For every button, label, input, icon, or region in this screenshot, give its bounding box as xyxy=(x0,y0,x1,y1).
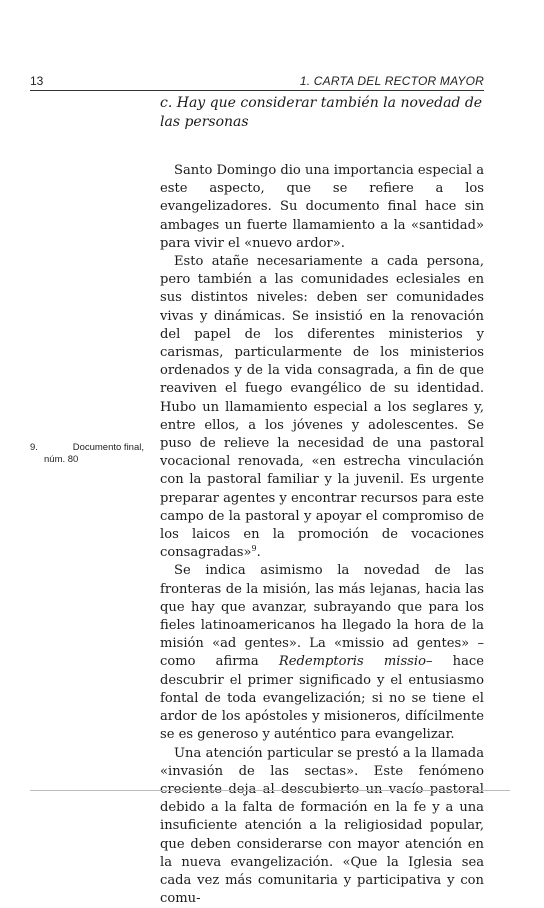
paragraph-2-text: Esto atañe necesariamente a cada persona, pero también a las comunidades eclesiales en sus distintos niveles: deben ser comunidades vivas y dinámicas. Se insistió en la renovación del papel de los diferentes ministerios y carismas, particularmente de los ministerios ordenados y de la vida consagrada, a fin de que reaviven el fuego evangélico de su identidad. Hubo un llamamiento especial a los seglares y, entre ellos, a los jóvenes y adolescentes. Se puso de relieve la necesidad de una pastoral vocacional renovada, «en estrecha vinculación con la pastoral familiar y la juvenil. Es urgente preparar agentes y encontrar recursos para este campo de la pastoral y apoyar el compromiso de los laicos en la promoción de vocaciones consagradas» xyxy=(160,254,484,560)
paragraph-3 xyxy=(160,562,484,744)
paragraph-3-italic: Redemptoris missio xyxy=(279,654,426,669)
page-header xyxy=(30,72,484,92)
margin-footnote xyxy=(30,442,144,466)
bottom-rule xyxy=(30,790,510,791)
footnote-line-1 xyxy=(30,442,144,454)
footnote-reference[interactable]: 9 xyxy=(252,544,257,553)
section-heading: c. Hay que considerar también la novedad de las personas xyxy=(160,94,484,132)
footnote-number: 9. xyxy=(30,442,38,454)
running-title: 1. CARTA DEL RECTOR MAYOR xyxy=(300,74,484,88)
paragraph-3-tail: – hace descubrir el primer significado y el entusiasmo fontal de toda evangelización; si no se tiene el ardor de los apóstoles y misioneros, difícilmente se es generoso y auténtico para evangelizar. xyxy=(160,654,484,742)
page-number: 13 xyxy=(30,74,43,88)
paragraph-3-text: Se indica asimismo la novedad de las fronteras de la misión, las más lejanas, hacia las que hay que avanzar, subrayando que para los fieles latinoamericanos ha llegado la hora de la misión «ad gentes». La «missio ad gentes» –como afirma xyxy=(160,563,484,669)
main-text xyxy=(160,94,484,908)
header-rule xyxy=(30,90,484,91)
paragraph-1: Santo Domingo dio una importancia especial a este aspecto, que se refiere a los evangelizadores. Su documento final hace sin ambages un fuerte llamamiento a la «santidad» para vivir el «nuevo ardor». xyxy=(160,162,484,253)
footnote-text-2: núm. 80 xyxy=(30,454,144,466)
paragraph-4: Una atención particular se prestó a la llamada «invasión de las sectas». Este fenómeno creciente deja al descubierto un vacío pastoral debido a la falta de formación en la fe y a una insuficiente atención a la religiosidad popular, que deben considerarse con mayor atención en la nueva evangelización. «Que la Iglesia sea cada vez más comunitaria y participativa y con comu- xyxy=(160,745,484,908)
paragraph-2: Esto atañe necesariamente a cada persona, pero también a las comunidades eclesiales en sus distintos niveles: deben ser comunidades vivas y dinámicas. Se insistió en la renovación del papel de los diferentes ministerios y carismas, particularmente de los ministerios ordenados y de la vida consagrada, a fin de que reaviven el fuego evangélico de su identidad. Hubo un llamamiento especial a los seglares y, entre ellos, a los jóvenes y adolescentes. Se puso de relieve la necesidad de una pastoral vocacional renovada, «en estrecha vinculación con la pastoral familiar y la juvenil. Es urgente preparar agentes y encontrar recursos para este campo de la pastoral y apoyar el compromiso de los laicos en la promoción de vocaciones consagradas»$^9$. xyxy=(160,253,484,562)
footnote-text-1: Documento final, xyxy=(73,442,144,454)
